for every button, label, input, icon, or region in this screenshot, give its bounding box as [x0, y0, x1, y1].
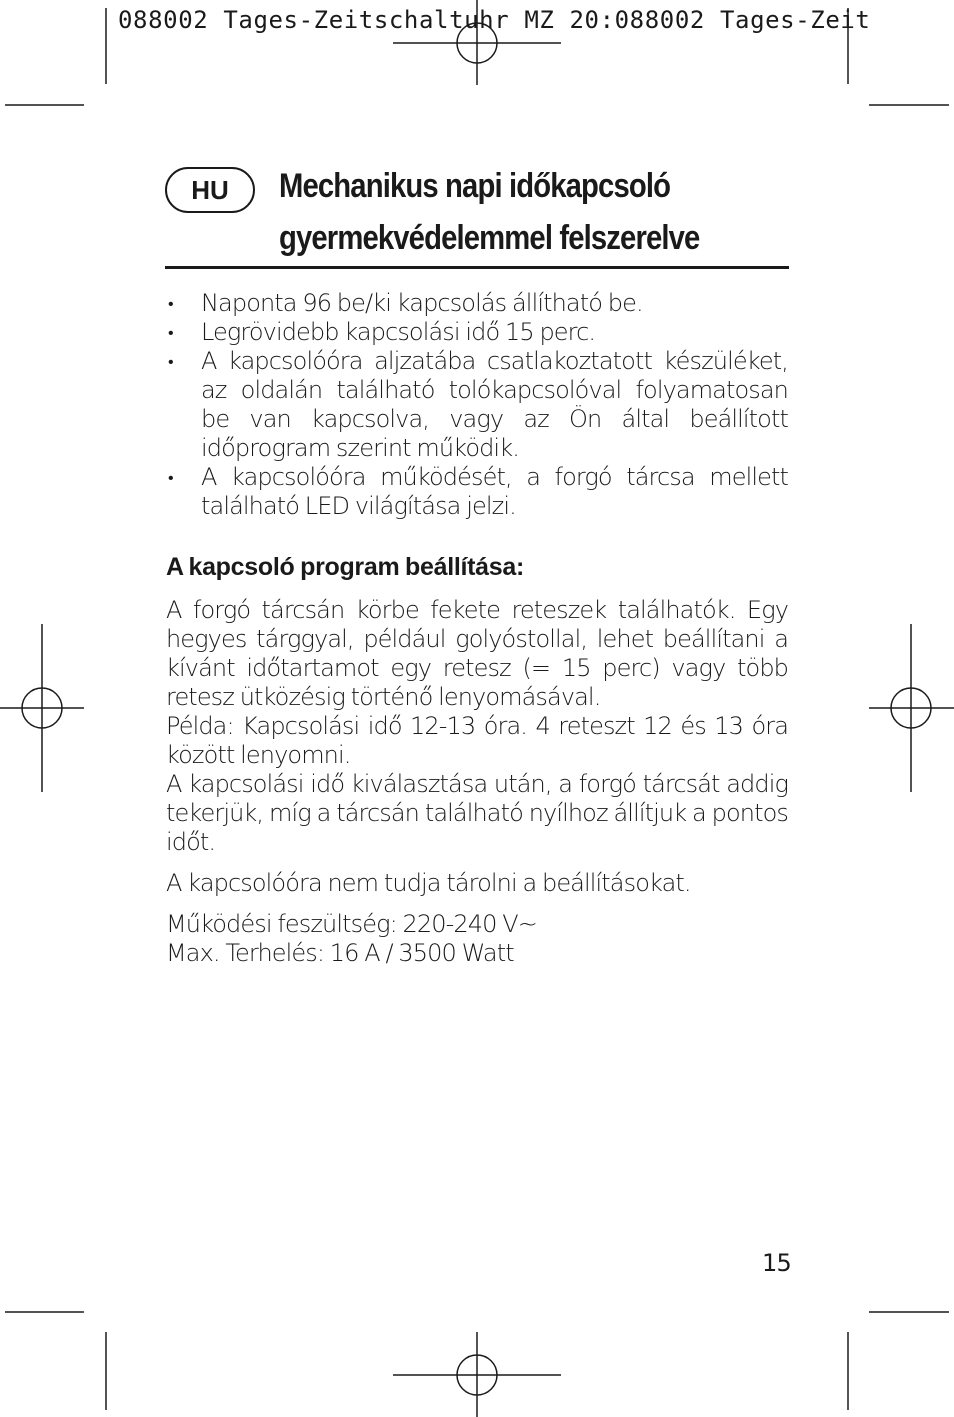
feature-item: • A kapcsolóóra működését, a forgó tárcsa mellett található LED világítása jelzi.	[166, 463, 788, 521]
print-slug: 088002 Tages-Zeitschaltuhr MZ 20:088002 Tages-Zeit	[118, 6, 871, 34]
registration-mark-bottom	[393, 1332, 561, 1417]
registration-mark-right	[869, 624, 954, 792]
page-number: 15	[762, 1249, 791, 1277]
registration-mark-top	[393, 0, 561, 85]
registration-mark-left	[0, 624, 84, 792]
section-heading: A kapcsoló program beállítása:	[166, 553, 525, 581]
manual-content	[166, 289, 788, 968]
page-title	[279, 160, 726, 264]
feature-item: • Legrövidebb kapcsolási idő 15 perc.	[166, 318, 788, 347]
title-underline	[165, 266, 789, 269]
instruction-paragraph: A forgó tárcsán körbe fekete reteszek találhatók. Egy hegyes tárggyal, például golyóstollal, lehet beállítani a kívánt időtartamot egy retesz (= 15 perc) vagy több retesz ütközésig történő lenyomásával.	[166, 596, 788, 711]
spec-load: Max. Terhelés: 16 A / 3500 Watt	[166, 939, 514, 967]
storage-note: A kapcsolóóra nem tudja tárolni a beállításokat.	[166, 869, 691, 897]
feature-list	[166, 289, 788, 521]
instruction-paragraph: A kapcsolási idő kiválasztása után, a forgó tárcsát addig tekerjük, míg a tárcsán található nyílhoz állítjuk a pontos időt.	[166, 770, 788, 856]
language-badge: HU	[165, 167, 255, 213]
example-paragraph: Példa: Kapcsolási idő 12-13 óra. 4 reteszt 12 és 13 óra között lenyomni.	[166, 712, 788, 769]
feature-item: • Naponta 96 be/ki kapcsolás állítható be.	[166, 289, 788, 318]
page-title-line-2: gyermekvédelemmel felszerelve	[279, 219, 700, 257]
spec-voltage: Működési feszültség: 220-240 V~	[166, 910, 537, 938]
feature-item: • A kapcsolóóra aljzatába csatlakoztatott készüléket, az oldalán található tolókapcsolóval folyamatosan be van kapcsolva, vagy az Ön által beállított időprogram szerint működik.	[166, 347, 788, 463]
page-title-line-1: Mechanikus napi időkapcsoló	[279, 167, 671, 205]
